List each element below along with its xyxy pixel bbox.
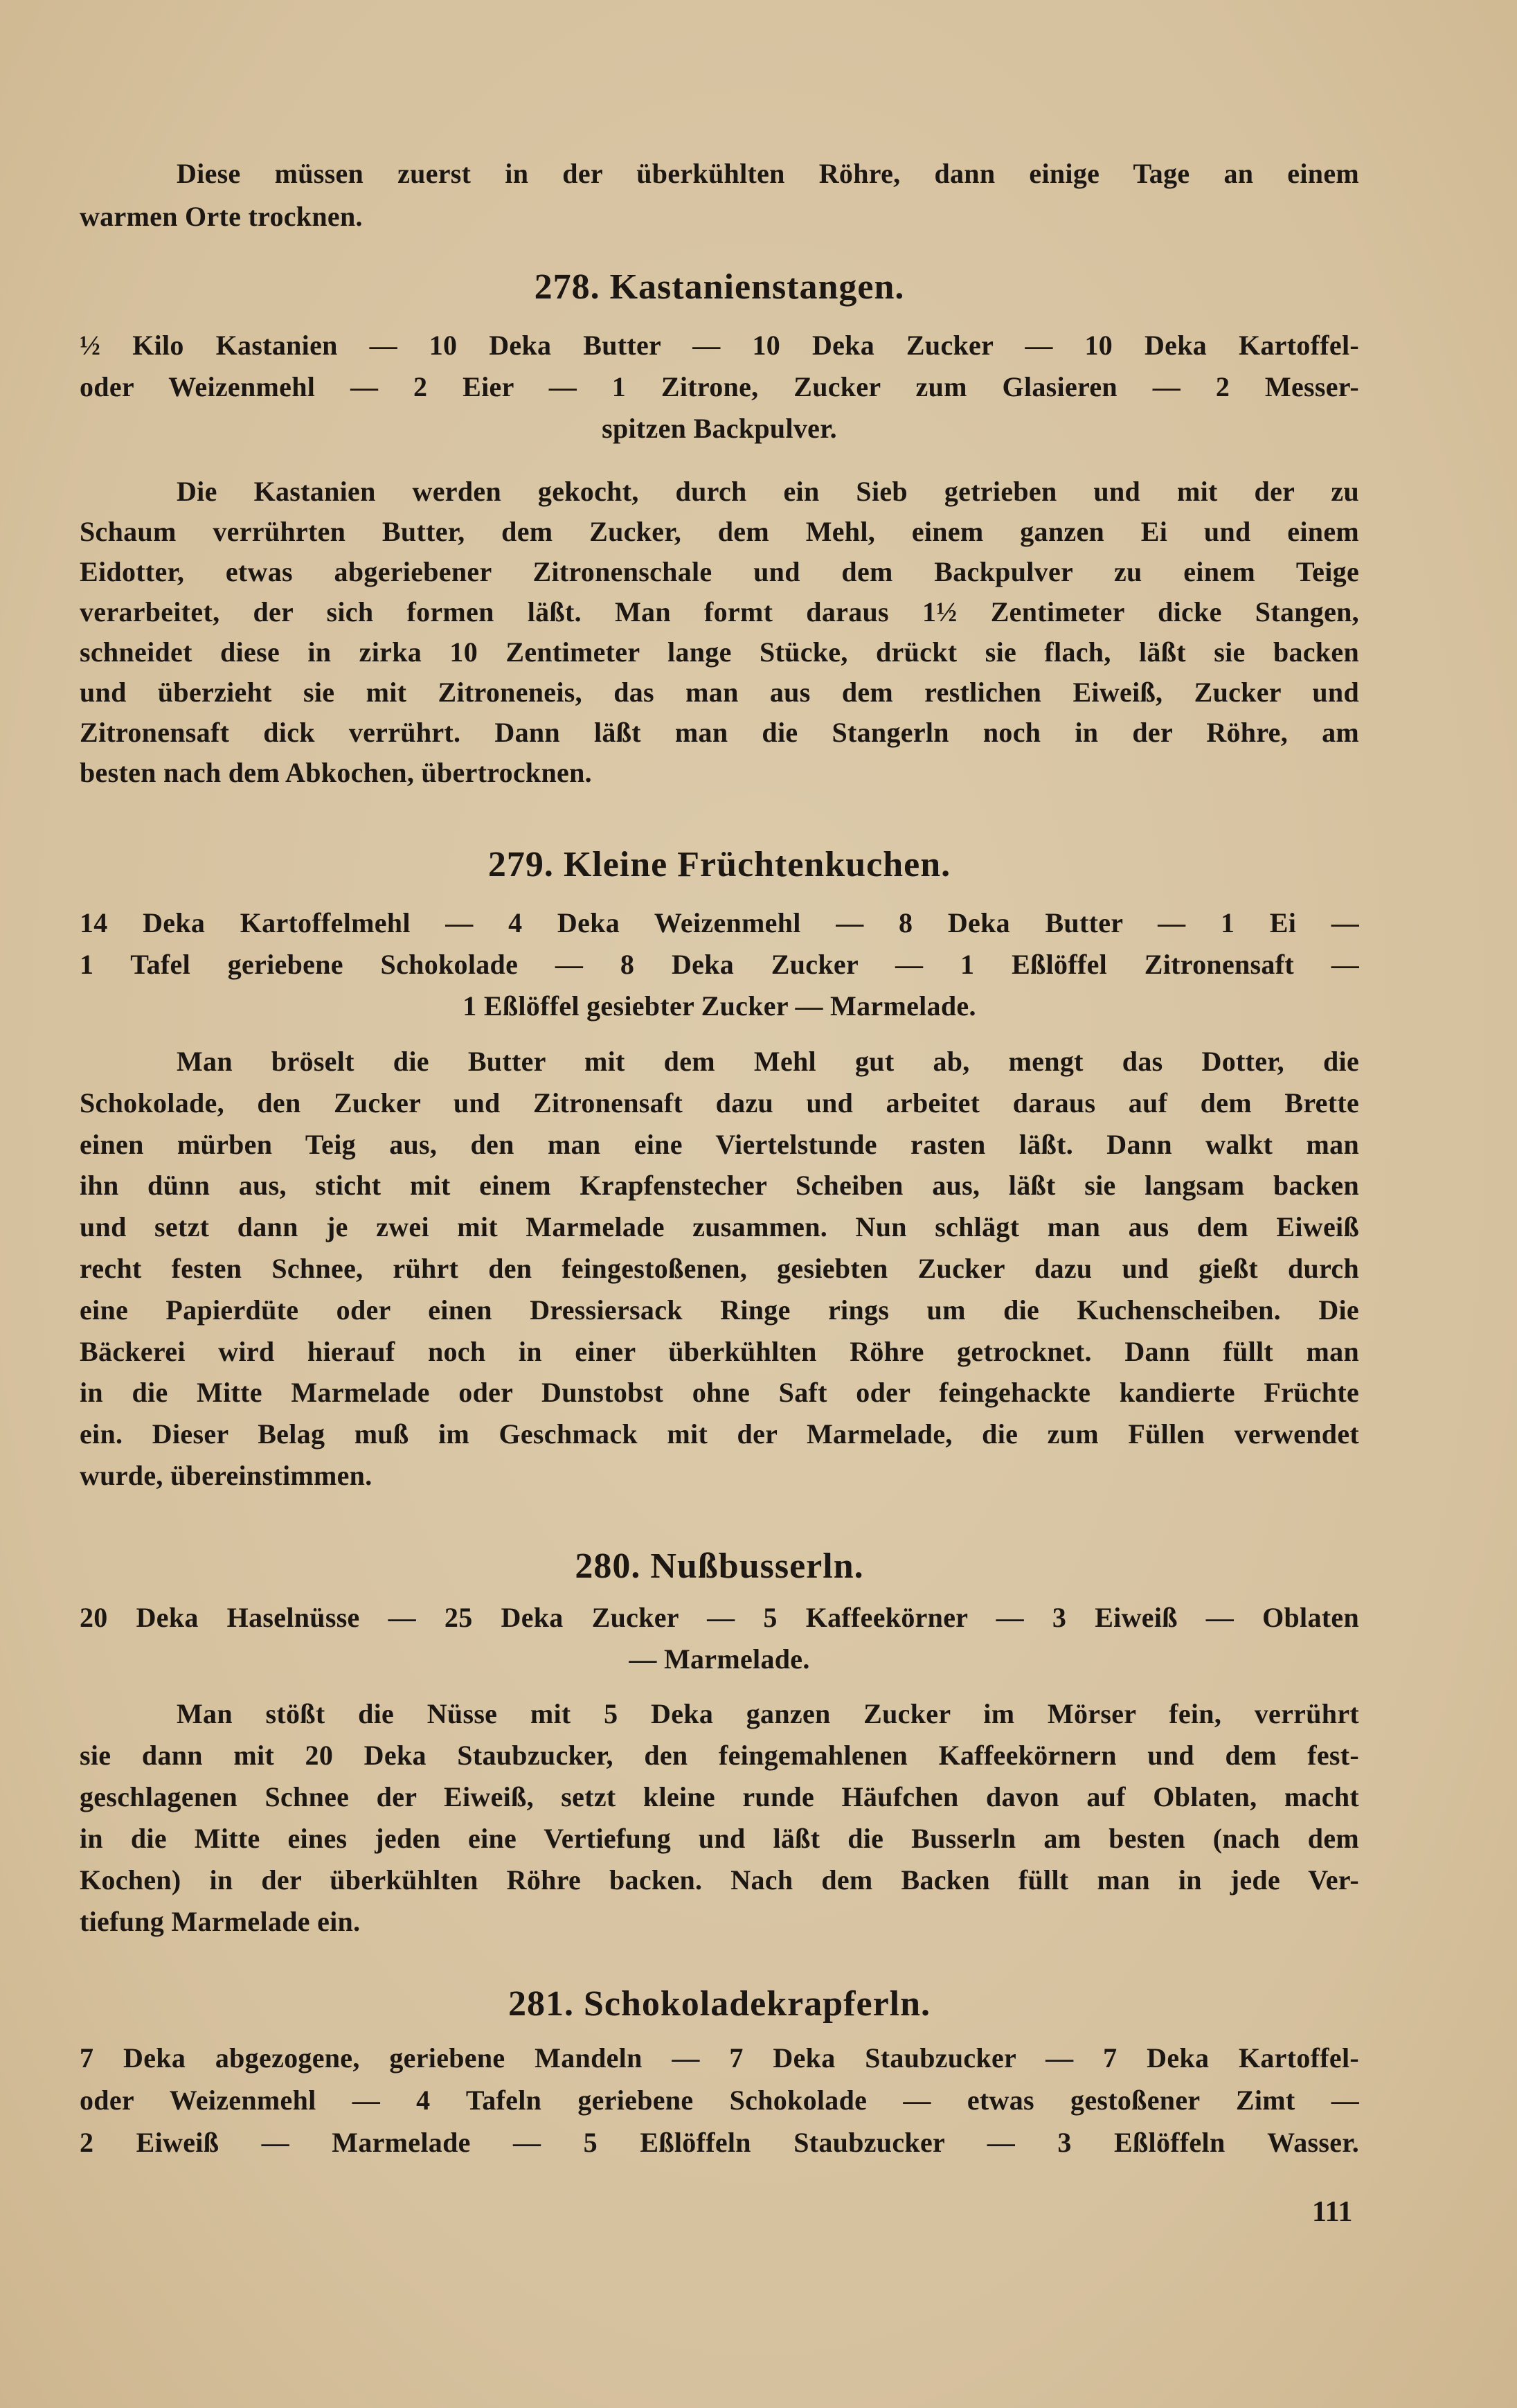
body-line: eine Papierdüte oder einen Dressiersack Ringe rings um die Kuchenscheiben. Die — [80, 1294, 1359, 1326]
ingredient-line: oder Weizenmehl — 2 Eier — 1 Zitrone, Zucker zum Glasieren — 2 Messer- — [80, 371, 1359, 402]
body-line: Man bröselt die Butter mit dem Mehl gut ab, mengt das Dotter, die — [177, 1046, 1359, 1077]
recipe-title: 281. Schokoladekrapferln. — [508, 1984, 931, 2024]
ingredient-line: 2 Eiweiß — Marmelade — 5 Eßlöffeln Staubzucker — 3 Eßlöffeln Wasser. — [80, 2127, 1359, 2158]
page-number: 111 — [1312, 2196, 1353, 2228]
body-line: geschlagenen Schnee der Eiweiß, setzt kleine runde Häufchen davon auf Oblaten, macht — [80, 1781, 1359, 1812]
ingredient-line: — Marmelade. — [629, 1643, 810, 1675]
body-line: und überzieht sie mit Zitroneneis, das man aus dem restlichen Eiweiß, Zucker und — [80, 677, 1359, 708]
body-line: tiefung Marmelade ein. — [80, 1906, 361, 1937]
body-line: wurde, übereinstimmen. — [80, 1460, 372, 1491]
ingredient-line: oder Weizenmehl — 4 Tafeln geriebene Schokolade — etwas gestoßener Zimt — — [80, 2085, 1359, 2116]
body-line: besten nach dem Abkochen, übertrocknen. — [80, 757, 592, 788]
ingredient-line: 7 Deka abgezogene, geriebene Mandeln — 7 Deka Staubzucker — 7 Deka Kartoffel- — [80, 2042, 1359, 2073]
recipe-title: 279. Kleine Früchtenkuchen. — [487, 845, 951, 884]
continuation-line: warmen Orte trocknen. — [80, 201, 363, 232]
body-line: in die Mitte eines jeden eine Vertiefung und läßt die Busserln am besten (nach dem — [80, 1823, 1359, 1854]
ingredient-line: ½ Kilo Kastanien — 10 Deka Butter — 10 Deka Zucker — 10 Deka Kartoffel- — [80, 330, 1359, 361]
body-line: Bäckerei wird hierauf noch in einer überkühlten Röhre getrocknet. Dann füllt man — [80, 1336, 1359, 1367]
body-line: Man stößt die Nüsse mit 5 Deka ganzen Zucker im Mörser fein, verrührt — [177, 1698, 1359, 1729]
ingredient-line: 1 Eßlöffel gesiebter Zucker — Marmelade. — [463, 990, 976, 1022]
body-line: ihn dünn aus, sticht mit einem Krapfenstecher Scheiben aus, läßt sie langsam backen — [80, 1170, 1359, 1201]
body-line: ein. Dieser Belag muß im Geschmack mit der Marmelade, die zum Füllen verwendet — [80, 1418, 1359, 1450]
ingredient-line: 14 Deka Kartoffelmehl — 4 Deka Weizenmehl — 8 Deka Butter — 1 Ei — — [80, 907, 1359, 938]
ingredient-line: spitzen Backpulver. — [602, 413, 837, 444]
body-line: recht festen Schnee, rührt den feingestoßenen, gesiebten Zucker dazu und gießt durch — [80, 1253, 1359, 1284]
body-line: Kochen) in der überkühlten Röhre backen. Nach dem Backen füllt man in jede Ver- — [80, 1864, 1359, 1896]
body-line: sie dann mit 20 Deka Staubzucker, den feingemahlenen Kaffeekörnern und dem fest- — [80, 1740, 1359, 1771]
body-line: Zitronensaft dick verrührt. Dann läßt man die Stangerln noch in der Röhre, am — [80, 717, 1359, 748]
body-line: Die Kastanien werden gekocht, durch ein Sieb getrieben und mit der zu — [177, 476, 1359, 507]
recipe-title: 278. Kastanienstangen. — [534, 267, 905, 307]
ingredient-line: 20 Deka Haselnüsse — 25 Deka Zucker — 5 Kaffeekörner — 3 Eiweiß — Oblaten — [80, 1602, 1359, 1633]
body-line: und setzt dann je zwei mit Marmelade zusammen. Nun schlägt man aus dem Eiweiß — [80, 1211, 1359, 1242]
body-line: verarbeitet, der sich formen läßt. Man formt daraus 1½ Zentimeter dicke Stangen, — [80, 596, 1359, 627]
body-line: schneidet diese in zirka 10 Zentimeter lange Stücke, drückt sie flach, läßt sie backen — [80, 636, 1359, 668]
body-line: Schaum verrührten Butter, dem Zucker, dem Mehl, einem ganzen Ei und einem — [80, 516, 1359, 547]
body-line: in die Mitte Marmelade oder Dunstobst ohne Saft oder feingehackte kandierte Früchte — [80, 1377, 1359, 1408]
recipe-title: 280. Nußbusserln. — [575, 1546, 864, 1586]
body-line: Eidotter, etwas abgeriebener Zitronenschale und dem Backpulver zu einem Teige — [80, 556, 1359, 587]
body-line: einen mürben Teig aus, den man eine Viertelstunde rasten läßt. Dann walkt man — [80, 1129, 1359, 1160]
ingredient-line: 1 Tafel geriebene Schokolade — 8 Deka Zucker — 1 Eßlöffel Zitronensaft — — [80, 949, 1359, 980]
continuation-line: Diese müssen zuerst in der überkühlten Röhre, dann einige Tage an einem — [177, 158, 1359, 189]
body-line: Schokolade, den Zucker und Zitronensaft dazu und arbeitet daraus auf dem Brette — [80, 1087, 1359, 1118]
